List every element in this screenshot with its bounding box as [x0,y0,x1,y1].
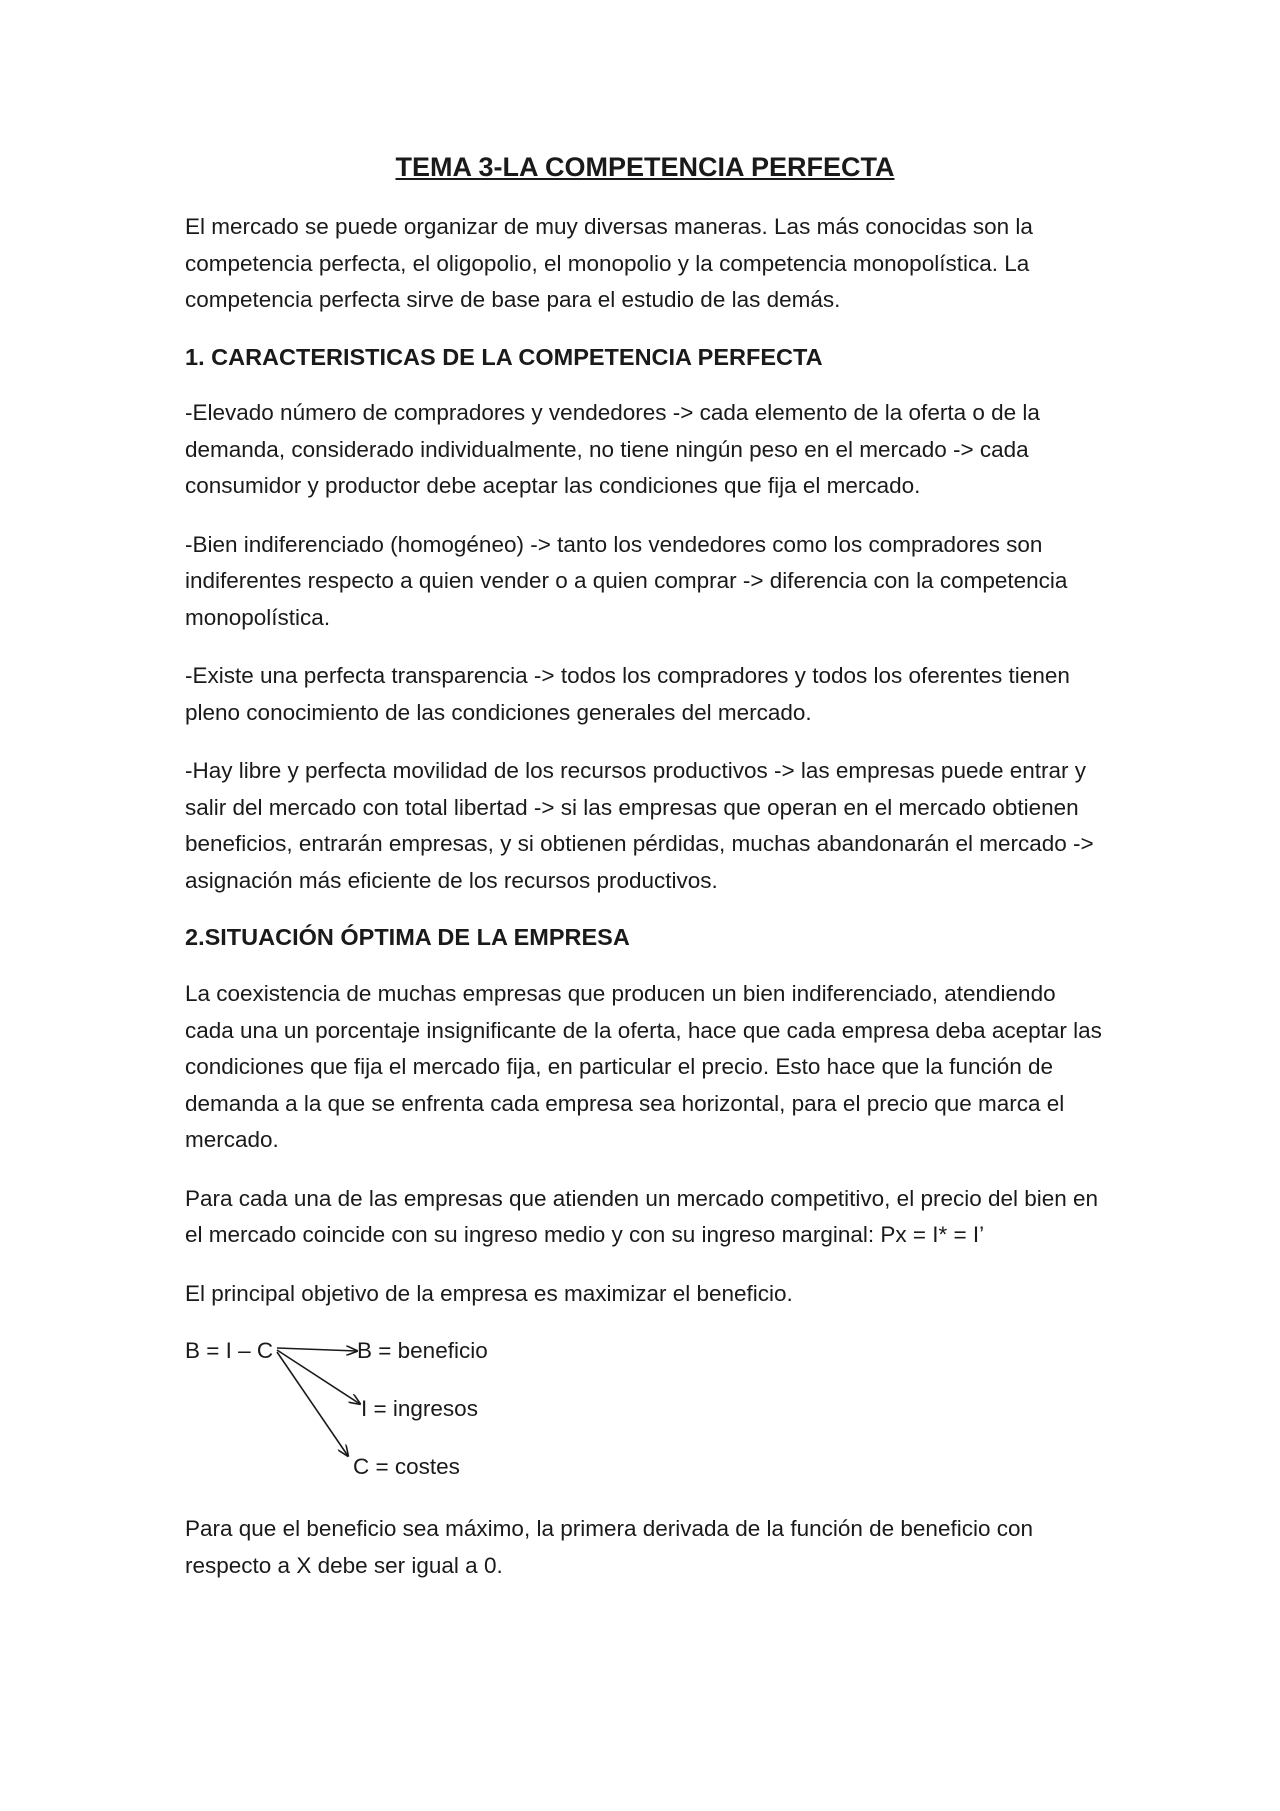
arrow-to-beneficio [277,1348,357,1351]
page-title: TEMA 3-LA COMPETENCIA PERFECTA [395,152,895,182]
benefit-diagram [185,1334,1105,1489]
section-2-heading: 2.SITUACIÓN ÓPTIMA DE LA EMPRESA [185,924,630,951]
section-1-paragraph-4: -Hay libre y perfecta movilidad de los recursos productivos -> las empresas puede entrar y salir del mercado con total libertad -> si las empresas que operan en el mercado obtienen beneficios, entrarán empresas, y si obtienen pérdidas, muchas abandonarán el mercado -> asignación más eficiente de los recursos productivos. [185,758,1094,893]
intro-paragraph: El mercado se puede organizar de muy diversas maneras. Las más conocidas son la competencia perfecta, el oligopolio, el monopolio y la competencia monopolística. La competencia perfecta sirve de base para el estudio de las demás. [185,214,1033,313]
diagram-item-beneficio: B = beneficio [357,1338,488,1364]
section-2-paragraph-2: Para cada una de las empresas que atienden un mercado competitivo, el precio del bien en el mercado coincide con su ingreso medio y con su ingreso marginal: Px = I* = I’ [185,1185,1099,1248]
section-1-paragraph-2: -Bien indiferenciado (homogéneo) -> tanto los vendedores como los compradores son indiferentes respecto a quien vender o a quien comprar -> diferencia con la competencia monopolística. [185,531,1068,630]
arrow-to-costes [277,1352,348,1456]
diagram-arrows [185,1334,1105,1489]
section-1-paragraph-3: -Existe una perfecta transparencia -> todos los compradores y todos los oferentes tienen pleno conocimiento de las condiciones generales del mercado. [185,663,1070,725]
section-1-heading: 1. CARACTERISTICAS DE LA COMPETENCIA PERFECTA [185,343,823,370]
document-page [185,150,1105,1606]
diagram-item-costes: C = costes [353,1454,460,1480]
section-2-paragraph-1: La coexistencia de muchas empresas que producen un bien indiferenciado, atendiendo cada una un porcentaje insignificante de la oferta, hace que cada empresa deba aceptar las condiciones que fija el mercado fija, en particular el precio. Esto hace que la función de demanda a la que se enfrenta cada empresa sea horizontal, para el precio que marca el mercado. [185,981,1102,1153]
closing-paragraph: Para que el beneficio sea máximo, la primera derivada de la función de beneficio con respecto a X debe ser igual a 0. [185,1516,1034,1578]
section-2-paragraph-3: El principal objetivo de la empresa es maximizar el beneficio. [185,1280,793,1306]
section-1-paragraph-1: -Elevado número de compradores y vendedores -> cada elemento de la oferta o de la demanda, considerado individualmente, no tiene ningún peso en el mercado -> cada consumidor y productor debe aceptar las condiciones que fija el mercado. [185,400,1040,499]
diagram-item-ingresos: I = ingresos [361,1396,478,1422]
benefit-formula: B = I – C [185,1338,274,1364]
arrow-to-ingresos [277,1350,360,1404]
